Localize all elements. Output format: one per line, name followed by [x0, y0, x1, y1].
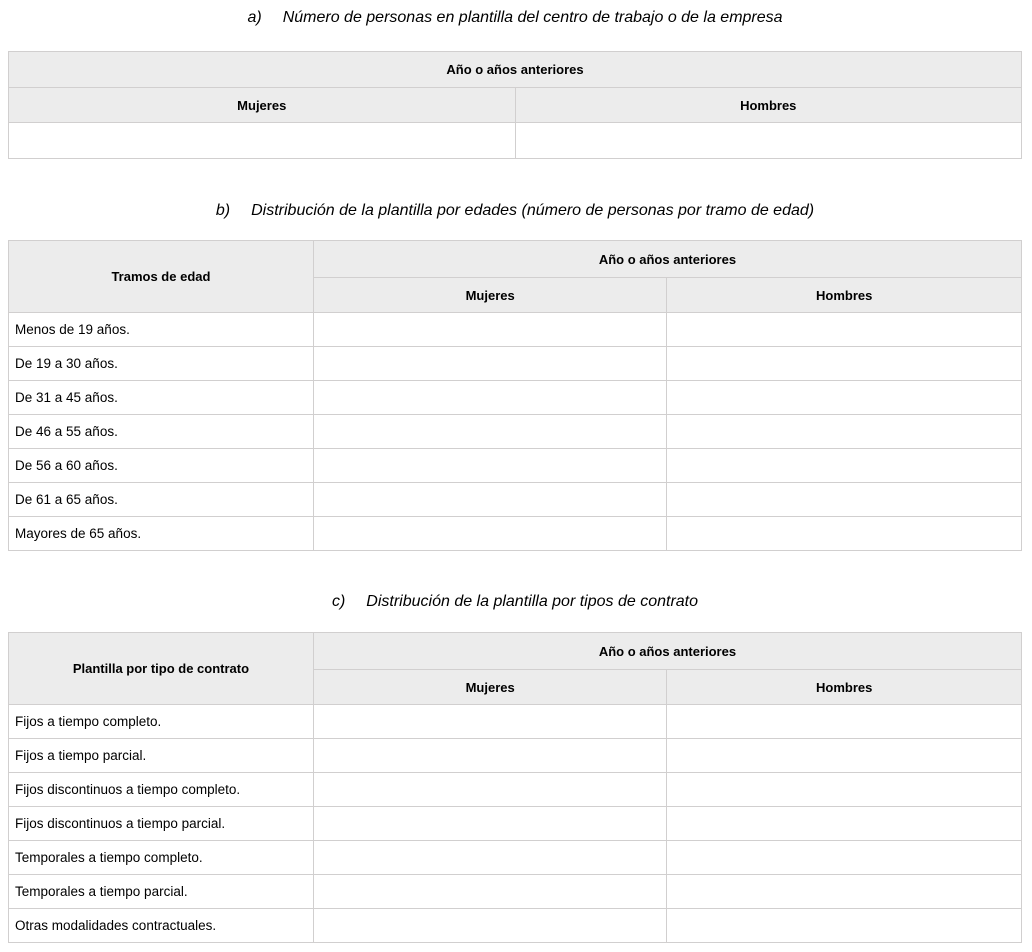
table-c-mujeres-input-cell[interactable] — [313, 705, 667, 739]
table-b-mujeres-input-cell[interactable] — [313, 415, 667, 449]
section-c-heading — [8, 592, 1022, 612]
table-b-mujeres-input-cell[interactable] — [313, 483, 667, 517]
table-c-row-label: Temporales a tiempo completo. — [9, 841, 314, 875]
table-b-mujeres-input-cell[interactable] — [313, 381, 667, 415]
table-c-hombres-input-cell[interactable] — [667, 739, 1022, 773]
table-c-hombres-input-cell[interactable] — [667, 773, 1022, 807]
table-b-row-label: De 31 a 45 años. — [9, 381, 314, 415]
table-row — [9, 875, 1022, 909]
table-c-hombres-input-cell[interactable] — [667, 807, 1022, 841]
table-a-mujeres-input-cell[interactable] — [9, 123, 516, 159]
table-b-mujeres-input-cell[interactable] — [313, 517, 667, 551]
table-c-row-label: Fijos a tiempo parcial. — [9, 739, 314, 773]
table-row — [9, 415, 1022, 449]
section-a-heading — [8, 8, 1022, 28]
table-c-row-label: Fijos discontinuos a tiempo completo. — [9, 773, 314, 807]
table-row — [9, 773, 1022, 807]
section-a-heading-text: Número de personas en plantilla del centro de trabajo o de la empresa — [282, 9, 783, 26]
table-a-col-header-mujeres: Mujeres — [9, 88, 516, 123]
table-c-col-header-mujeres: Mujeres — [313, 670, 667, 705]
table-row — [9, 909, 1022, 943]
table-row — [9, 807, 1022, 841]
table-b-row-label: De 46 a 55 años. — [9, 415, 314, 449]
table-plantilla-por-edades — [8, 240, 1022, 551]
table-c-mujeres-input-cell[interactable] — [313, 875, 667, 909]
table-c-hombres-input-cell[interactable] — [667, 875, 1022, 909]
table-b-col-header-mujeres: Mujeres — [313, 278, 667, 313]
table-b-row-header: Tramos de edad — [9, 241, 314, 313]
table-b-year-header: Año o años anteriores — [313, 241, 1021, 278]
section-b-heading-text: Distribución de la plantilla por edades (número de personas por tramo de edad) — [251, 202, 815, 219]
table-c-mujeres-input-cell[interactable] — [313, 739, 667, 773]
table-a-hombres-input-cell[interactable] — [515, 123, 1022, 159]
table-row — [9, 123, 1022, 159]
table-c-year-header: Año o años anteriores — [313, 633, 1021, 670]
table-row — [9, 517, 1022, 551]
table-b-mujeres-input-cell[interactable] — [313, 449, 667, 483]
table-row — [9, 313, 1022, 347]
table-b-row-label: De 19 a 30 años. — [9, 347, 314, 381]
section-c-heading-text: Distribución de la plantilla por tipos de contrato — [366, 593, 699, 610]
table-row — [9, 449, 1022, 483]
table-row — [9, 381, 1022, 415]
table-row — [9, 483, 1022, 517]
table-c-col-header-hombres: Hombres — [667, 670, 1022, 705]
table-row — [9, 841, 1022, 875]
section-b-heading-prefix: b) — [215, 202, 231, 219]
table-row — [9, 739, 1022, 773]
table-b-mujeres-input-cell[interactable] — [313, 313, 667, 347]
table-c-row-label: Fijos discontinuos a tiempo parcial. — [9, 807, 314, 841]
table-plantilla-por-contrato — [8, 632, 1022, 943]
table-b-hombres-input-cell[interactable] — [667, 313, 1022, 347]
table-c-mujeres-input-cell[interactable] — [313, 807, 667, 841]
table-c-row-header: Plantilla por tipo de contrato — [9, 633, 314, 705]
section-c-heading-prefix: c) — [331, 593, 346, 610]
table-b-col-header-hombres: Hombres — [667, 278, 1022, 313]
table-b-row-label: Menos de 19 años. — [9, 313, 314, 347]
table-b-hombres-input-cell[interactable] — [667, 415, 1022, 449]
table-b-hombres-input-cell[interactable] — [667, 381, 1022, 415]
table-b-row-label: Mayores de 65 años. — [9, 517, 314, 551]
table-c-row-label: Temporales a tiempo parcial. — [9, 875, 314, 909]
table-b-mujeres-input-cell[interactable] — [313, 347, 667, 381]
table-c-hombres-input-cell[interactable] — [667, 705, 1022, 739]
table-a-col-header-hombres: Hombres — [515, 88, 1022, 123]
table-c-row-label: Otras modalidades contractuales. — [9, 909, 314, 943]
table-b-hombres-input-cell[interactable] — [667, 517, 1022, 551]
table-b-hombres-input-cell[interactable] — [667, 449, 1022, 483]
table-plantilla-empresa — [8, 51, 1022, 159]
table-c-mujeres-input-cell[interactable] — [313, 841, 667, 875]
table-row — [9, 705, 1022, 739]
table-c-hombres-input-cell[interactable] — [667, 909, 1022, 943]
section-b-heading — [8, 201, 1022, 221]
table-b-hombres-input-cell[interactable] — [667, 347, 1022, 381]
table-c-row-label: Fijos a tiempo completo. — [9, 705, 314, 739]
table-b-row-label: De 61 a 65 años. — [9, 483, 314, 517]
section-a-heading-prefix: a) — [247, 9, 262, 26]
table-b-hombres-input-cell[interactable] — [667, 483, 1022, 517]
table-c-mujeres-input-cell[interactable] — [313, 773, 667, 807]
table-row — [9, 347, 1022, 381]
table-c-hombres-input-cell[interactable] — [667, 841, 1022, 875]
table-a-year-header: Año o años anteriores — [9, 52, 1022, 88]
table-c-mujeres-input-cell[interactable] — [313, 909, 667, 943]
table-b-row-label: De 56 a 60 años. — [9, 449, 314, 483]
